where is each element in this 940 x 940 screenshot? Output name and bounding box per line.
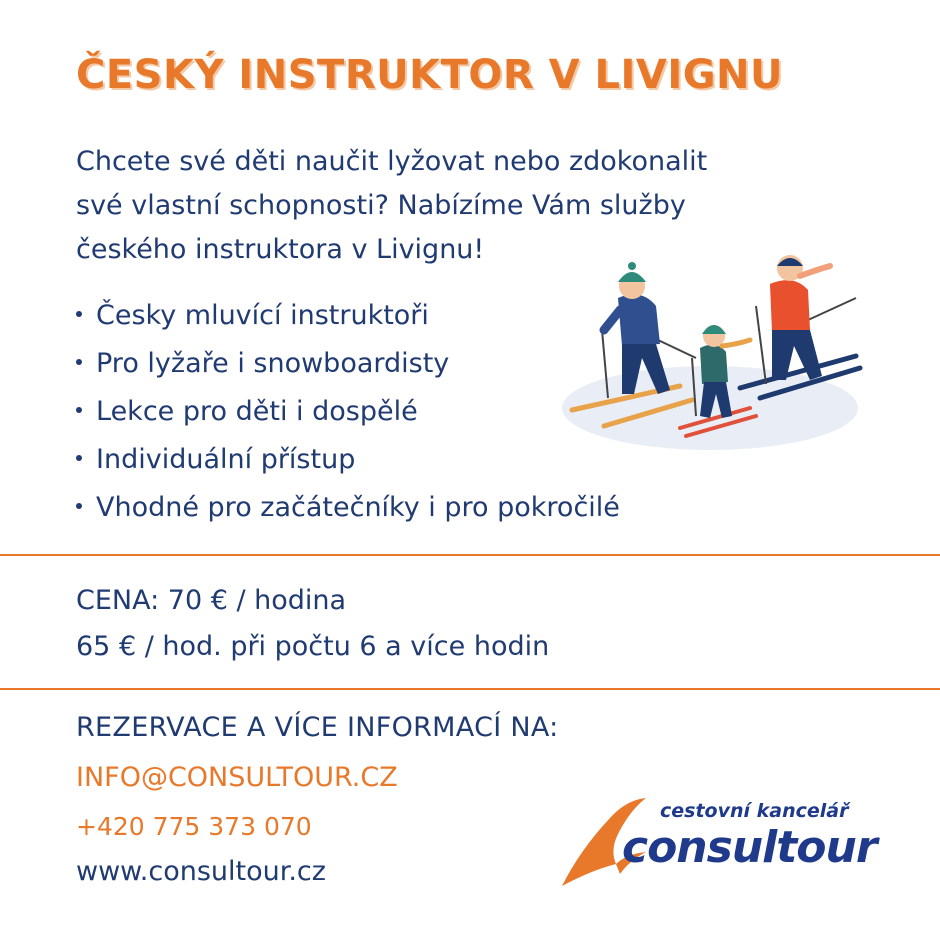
- section-divider: [0, 688, 940, 690]
- intro-line: své vlastní schopnosti? Nabízíme Vám služby: [76, 190, 686, 221]
- contact-website[interactable]: www.consultour.cz: [76, 856, 326, 887]
- feature-item: [76, 436, 620, 484]
- feature-item: [76, 484, 620, 532]
- feature-label: Lekce pro děti i dospělé: [96, 396, 418, 427]
- section-divider: [0, 554, 940, 556]
- bullet-icon: [76, 503, 82, 509]
- contact-email[interactable]: INFO@CONSULTOUR.CZ: [76, 762, 398, 793]
- bullet-icon: [76, 407, 82, 413]
- intro-line: Chcete své děti naučit lyžovat nebo zdokonalit: [76, 146, 708, 177]
- feature-list: [76, 292, 620, 532]
- contact-phone[interactable]: +420 775 373 070: [76, 812, 312, 841]
- contact-heading: REZERVACE A VÍCE INFORMACÍ NA:: [76, 712, 559, 743]
- feature-item: [76, 388, 620, 436]
- feature-item: [76, 340, 620, 388]
- logo-tagline: cestovní kancelář: [660, 800, 849, 822]
- feature-label: Vhodné pro začátečníky i pro pokročilé: [96, 492, 620, 523]
- bullet-icon: [76, 455, 82, 461]
- feature-label: Pro lyžaře i snowboardisty: [96, 348, 450, 379]
- feature-label: Česky mluvící instruktoři: [96, 300, 429, 331]
- family-skiing-illustration-icon: [560, 248, 870, 458]
- logo-name: consultour: [622, 822, 877, 873]
- bullet-icon: [76, 359, 82, 365]
- bullet-icon: [76, 311, 82, 317]
- intro-line: českého instruktora v Livignu!: [76, 234, 485, 265]
- feature-item: [76, 292, 620, 340]
- price-hourly: CENA: 70 € / hodina: [76, 585, 347, 616]
- page-title: ČESKÝ INSTRUKTOR V LIVIGNU: [76, 52, 784, 98]
- feature-label: Individuální přístup: [96, 444, 356, 475]
- price-section: [76, 578, 549, 670]
- price-discount: 65 € / hod. při počtu 6 a více hodin: [76, 631, 550, 662]
